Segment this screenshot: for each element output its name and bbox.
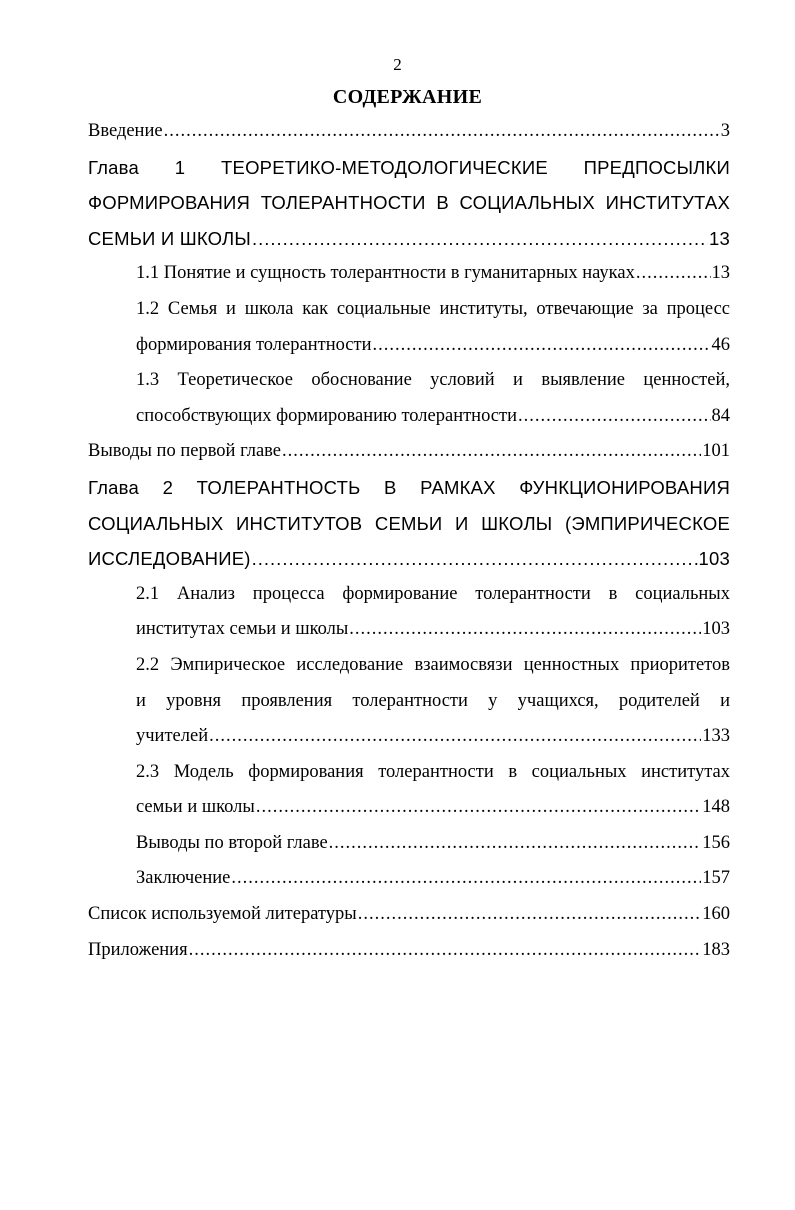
toc-entry-1-3: [136, 399, 730, 435]
toc-entry-references: [88, 897, 730, 933]
toc-entry-chapter1: [88, 221, 730, 257]
toc-entry-conclusion1: [88, 434, 730, 470]
toc-label: 1.1 Понятие и сущность толерантности в гуманитарных науках: [136, 263, 635, 284]
toc-page: 160: [702, 904, 730, 925]
toc-label: способствующих формированию толерантности: [136, 405, 517, 426]
toc-chapter1-line2: ФОРМИРОВАНИЯ ТОЛЕРАНТНОСТИ В СОЦИАЛЬНЫХ ИНСТИТУТАХ: [88, 192, 730, 214]
page-title: СОДЕРЖАНИЕ: [332, 86, 483, 108]
toc-2-3-line1: 2.3 Модель формирования толерантности в социальных институтах: [136, 761, 730, 782]
dot-leader: [349, 612, 701, 648]
toc-entry-appendix: [88, 933, 730, 969]
toc-entry-2-2: [136, 719, 730, 755]
toc-label: Введение: [88, 121, 163, 141]
toc-label: Выводы по первой главе: [88, 441, 282, 462]
toc-entry-2-3: [136, 790, 730, 826]
dot-leader: [164, 114, 720, 150]
toc-label: семьи и школы: [136, 797, 255, 818]
dot-leader: [329, 826, 702, 862]
toc-entry-final: [136, 861, 730, 897]
toc-label: Список используемой литературы: [88, 904, 357, 925]
toc-label: СЕМЬИ И ШКОЛЫ: [88, 227, 251, 249]
page-number: 2: [393, 55, 402, 74]
table-of-contents: [88, 114, 730, 968]
toc-entry-1-1: [136, 256, 730, 292]
toc-chapter2-line2: СОЦИАЛЬНЫХ ИНСТИТУТОВ СЕМЬИ И ШКОЛЫ (ЭМПИРИЧЕСКОЕ: [88, 512, 730, 534]
toc-1-3-line1: 1.3 Теоретическое обоснование условий и выявление ценностей,: [136, 370, 730, 391]
toc-chapter1-line1: Глава 1 ТЕОРЕТИКО-МЕТОДОЛОГИЧЕСКИЕ ПРЕДПОСЫЛКИ: [88, 156, 730, 178]
toc-page: 133: [702, 726, 730, 747]
toc-label: формирования толерантности: [136, 334, 372, 355]
toc-entry-1-2: [136, 328, 730, 364]
toc-page: 156: [702, 832, 730, 853]
toc-entry-intro: [88, 114, 730, 150]
dot-leader: [231, 861, 701, 897]
toc-page: 103: [698, 548, 730, 570]
dot-leader: [358, 897, 702, 933]
toc-label: Заключение: [136, 868, 231, 889]
toc-page: 46: [711, 334, 730, 355]
toc-page: 84: [711, 405, 730, 426]
toc-page: 101: [702, 441, 730, 462]
dot-leader: [518, 399, 711, 435]
toc-entry-conclusion2: [136, 826, 730, 862]
dot-leader: [636, 256, 711, 292]
toc-page: 13: [711, 263, 730, 284]
toc-page: 13: [709, 227, 730, 249]
toc-entry-chapter2: [88, 541, 730, 577]
toc-page: 148: [702, 797, 730, 818]
toc-label: ИССЛЕДОВАНИЕ): [88, 548, 251, 570]
dot-leader: [252, 541, 698, 577]
toc-2-2-line2: и уровня проявления толерантности у учащихся, родителей и: [136, 690, 730, 711]
toc-label: Приложения: [88, 939, 188, 960]
toc-label: Выводы по второй главе: [136, 832, 328, 853]
toc-label: учителей: [136, 726, 209, 747]
dot-leader: [189, 933, 702, 969]
dot-leader: [209, 719, 701, 755]
toc-page: 103: [702, 619, 730, 640]
dot-leader: [282, 434, 701, 470]
toc-page: 183: [702, 939, 730, 960]
toc-page: 3: [720, 121, 730, 141]
toc-2-2-line1: 2.2 Эмпирическое исследование взаимосвязи ценностных приоритетов: [136, 654, 730, 675]
dot-leader: [252, 221, 708, 257]
dot-leader: [256, 790, 701, 826]
dot-leader: [373, 328, 711, 364]
toc-entry-2-1: [136, 612, 730, 648]
toc-chapter2-line1: Глава 2 ТОЛЕРАНТНОСТЬ В РАМКАХ ФУНКЦИОНИРОВАНИЯ: [88, 476, 730, 498]
toc-page: 157: [702, 868, 730, 889]
toc-1-2-line1: 1.2 Семья и школа как социальные институты, отвечающие за процесс: [136, 298, 730, 319]
toc-label: институтах семьи и школы: [136, 619, 349, 640]
toc-2-1-line1: 2.1 Анализ процесса формирование толерантности в социальных: [136, 583, 730, 604]
